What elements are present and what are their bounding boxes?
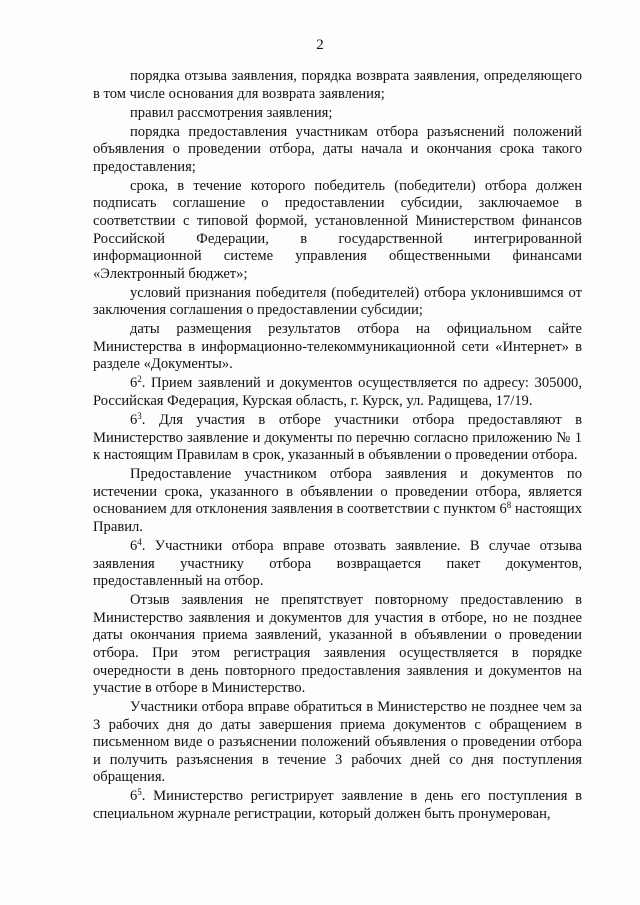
paragraph: порядка предоставления участникам отбора разъяснений положений объявления о проведении отбора, даты начала и окончания срока такого предоставления; (93, 123, 582, 175)
clause-number: 6 (130, 375, 138, 392)
clause-superscript: 5 (137, 787, 142, 798)
clause-number: 6 (130, 788, 138, 805)
paragraph-6-5: $6^5$. Министерство регистрирует заявление в день его поступления в специальном журнале регистрации, который должен быть пронумерован, (93, 787, 582, 823)
document-body (93, 68, 582, 825)
clause-number: 6 (130, 537, 138, 554)
paragraph: условий признания победителя (победителей) отбора уклонившимся от заключения соглашения о предоставлении субсидии; (93, 284, 582, 319)
clause-superscript: 4 (137, 536, 142, 547)
clause-superscript: 3 (137, 411, 142, 422)
clause-superscript: 2 (137, 374, 142, 385)
paragraph: правил рассмотрения заявления; (130, 104, 333, 121)
paragraph: даты размещения результатов отбора на официальном сайте Министерства в информационно-телекоммуникационной сети «Интернет» в разделе «Документы». (93, 321, 582, 373)
paragraph: Отзыв заявления не препятствует повторному предоставлению в Министерство заявления и документов для участия в отборе, но не позднее даты окончания приема заявлений, указанной в объявлении о проведении отбора. При этом регистрация заявления осуществляется в порядке очередности в день повторного предоставления заявления и документов на участие в отборе в Министерство. (93, 592, 582, 697)
paragraph: порядка отзыва заявления, порядка возврата заявления, определяющего в том числе основания для возврата заявления; (93, 68, 582, 102)
paragraph: Участники отбора вправе обратиться в Министерство не позднее чем за 3 рабочих дня до даты завершения приема документов с обращением в письменном виде о разъяснении положений объявления о проведении отбора и получить разъяснения в течение 3 рабочих дней со дня поступления обращения. (93, 699, 582, 786)
paragraph-6-3: $6^3$. Для участия в отборе участники отбора предоставляют в Министерство заявление и документы по перечню согласно приложению № 1 к настоящим Правилам в срок, указанный в объявлении о проведении отбора. (93, 411, 582, 464)
paragraph-6-2: $6^2$. Прием заявлений и документов осуществляется по адресу: 305000, Российская Федерация, Курская область, г. Курск, ул. Радищева, 17/19. (93, 374, 582, 410)
paragraph: Предоставление участником отбора заявления и документов по истечении срока, указанного в объявлении о проведении отбора, является основанием для отклонения заявления в соответствии с пунктом $6^8$ настоящих Правил. (93, 466, 582, 535)
clause-number: 6 (130, 412, 138, 429)
paragraph: срока, в течение которого победитель (победители) отбора должен подписать соглашение о предоставлении субсидии, заключаемое в соответствии с типовой формой, установленной Министерством финансов Российской Федерации, в государственной интегрированной информационной системе управления общественными финансами «Электронный бюджет»; (93, 177, 582, 282)
reference-superscript: 8 (506, 500, 512, 511)
paragraph-6-4: $6^4$. Участники отбора вправе отозвать заявление. В случае отзыва заявления участнику отбора возвращается пакет документов, предоставленный на отбор. (93, 536, 582, 590)
page-number: 2 (316, 37, 324, 53)
